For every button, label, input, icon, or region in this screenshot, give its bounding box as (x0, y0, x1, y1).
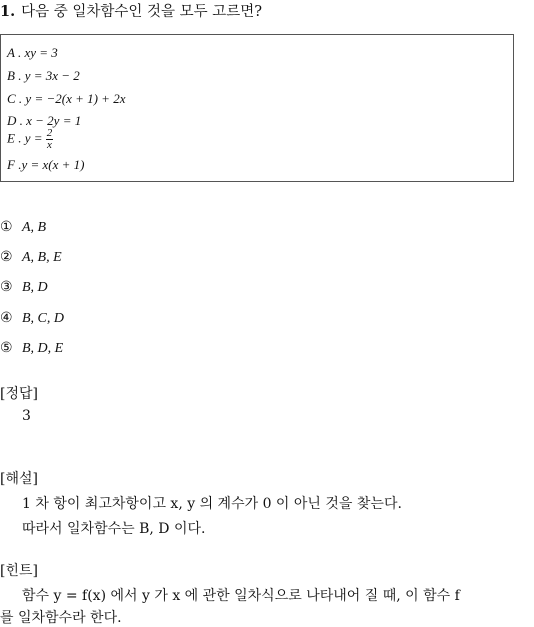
options-box (0, 34, 514, 182)
option-b: B . y = 3x − 2 (7, 68, 80, 83)
fraction-denominator: x (47, 139, 52, 151)
option-f: F .y = x(x + 1) (7, 157, 85, 172)
question-title (0, 0, 262, 21)
choice-text: B, D, E (22, 341, 64, 356)
choice-4[interactable] (0, 310, 64, 327)
choice-mark: ② (0, 249, 13, 265)
option-e-prefix: E . y = (7, 130, 43, 146)
question-text: 다음 중 일차함수인 것을 모두 고르면? (21, 4, 263, 20)
choice-mark: ④ (0, 310, 13, 326)
choice-text: A, B (22, 220, 47, 235)
answer-label: [정답] (0, 386, 38, 402)
hint-line-2: 를 일차함수라 한다. (0, 610, 122, 626)
choice-text: A, B, E (22, 250, 62, 265)
choice-text: B, C, D (22, 311, 64, 326)
choice-text: B, D (22, 280, 48, 295)
option-d: D . x − 2y = 1 (7, 113, 82, 128)
option-e-fraction (46, 128, 54, 151)
choice-mark: ① (0, 219, 13, 235)
hint-label: [힌트] (0, 563, 38, 579)
choice-5[interactable] (0, 340, 63, 357)
question-number: 1. (0, 3, 16, 20)
hint-line-1: 함수 y = f(x) 에서 y 가 x 에 관한 일차식으로 나타내어 질 때, 이 함수 f (22, 588, 460, 604)
option-e (7, 128, 53, 151)
fraction-numerator: 2 (46, 127, 53, 139)
option-a: A . xy = 3 (7, 45, 58, 60)
choice-mark: ③ (0, 279, 13, 295)
choice-2[interactable] (0, 249, 62, 266)
option-c: C . y = −2(x + 1) + 2x (7, 91, 126, 106)
answer-value: 3 (22, 408, 31, 424)
explanation-label: [해설] (0, 471, 38, 487)
choice-1[interactable] (0, 219, 46, 236)
explanation-line-1: 1 차 항이 최고차항이고 x, y 의 계수가 0 이 아닌 것을 찾는다. (22, 496, 402, 512)
explanation-line-2: 따라서 일차함수는 B, D 이다. (22, 521, 206, 537)
choice-3[interactable] (0, 279, 48, 296)
choice-mark: ⑤ (0, 340, 13, 356)
